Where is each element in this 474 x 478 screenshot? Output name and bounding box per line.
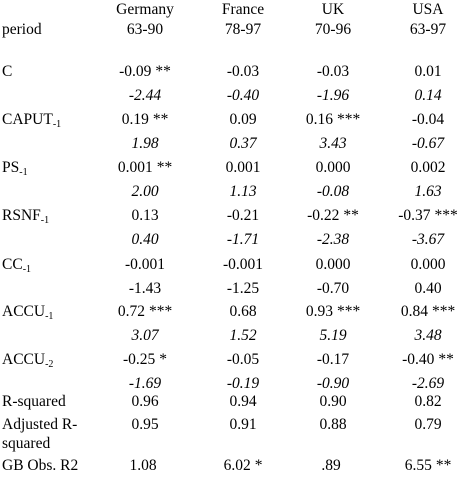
significance-stars: *	[159, 351, 168, 368]
period-label: period	[2, 21, 42, 38]
t-statistic-value: 0.37	[229, 135, 257, 152]
t-statistic-value: -0.08	[316, 183, 350, 200]
coefficient-row	[0, 348, 474, 372]
lag-subscript: -1	[22, 264, 32, 275]
gb-obs-r2-label: GB Obs. R2	[2, 457, 79, 474]
coefficient-row	[0, 300, 474, 324]
t-statistic-row	[0, 132, 474, 156]
t-statistic-value: 3.07	[131, 327, 159, 344]
t-statistic-value: 1.63	[414, 183, 442, 200]
t-statistic-row	[0, 228, 474, 252]
coefficient-value: 0.16	[305, 111, 333, 128]
coefficient-row	[0, 253, 474, 277]
variable-label: $CAPUT_{-1}$	[2, 111, 62, 130]
t-statistic-value: 1.98	[131, 135, 159, 152]
coefficient-value: -0.25	[122, 351, 156, 368]
significance-stars: ***	[148, 303, 173, 320]
t-statistic-value: 5.19	[319, 327, 347, 344]
variable-label: $PS_{-1}$	[2, 159, 28, 178]
coefficient-value: 0.000	[315, 159, 351, 176]
t-statistic-value: -2.44	[128, 87, 162, 104]
adjusted-r-squared-row	[0, 413, 474, 457]
t-statistic-value: 1.52	[229, 327, 257, 344]
coefficient-value: 0.93	[305, 303, 333, 320]
variable-label: C	[2, 63, 13, 80]
period-value: 78-97	[224, 21, 262, 38]
coefficient-value: -0.03	[316, 63, 350, 80]
significance-stars: ***	[434, 207, 458, 224]
stat-value: 0.82	[414, 393, 442, 410]
adjusted-r-squared-label: Adjusted R- squared	[2, 416, 78, 452]
coefficient-value: 0.001	[225, 159, 261, 176]
stat-value: .89	[321, 457, 341, 474]
coefficient-value: 0.13	[131, 207, 159, 224]
coefficient-value: 0.68	[229, 303, 257, 320]
coefficient-value: -0.09	[119, 63, 152, 80]
t-statistic-value: 2.00	[131, 183, 159, 200]
coefficient-value: 0.000	[315, 256, 351, 273]
coefficient-row	[0, 156, 474, 180]
stat-value: 6.02	[223, 457, 251, 474]
t-statistic-row	[0, 324, 474, 348]
coefficient-value: 0.09	[229, 111, 257, 128]
t-statistic-value: -2.69	[411, 375, 445, 392]
t-statistic-value: 1.13	[229, 183, 257, 200]
t-statistic-value: 0.40	[414, 280, 442, 297]
variable-label: $ACCU_{-1}$	[2, 303, 54, 322]
country-header: Germany	[116, 1, 174, 18]
significance-stars: *	[254, 457, 263, 474]
significance-stars: ***	[336, 111, 361, 128]
t-statistic-value: -0.67	[411, 135, 445, 152]
t-statistic-value: 0.40	[131, 231, 159, 248]
lag-subscript: -1	[45, 311, 54, 322]
country-header: UK	[321, 1, 345, 18]
t-statistic-value: -1.43	[128, 280, 162, 297]
coefficient-value: 0.001	[117, 159, 153, 176]
r-squared-label: R-squared	[2, 393, 66, 410]
lag-subscript: -1	[19, 167, 28, 178]
t-statistic-value: -2.38	[316, 231, 350, 248]
coefficient-value: -0.17	[316, 351, 350, 368]
coefficient-row	[0, 108, 474, 132]
significance-stars: **	[156, 159, 173, 176]
variable-label: $ACCU_{-2}$	[2, 351, 54, 370]
stat-value: 0.90	[319, 393, 347, 410]
r-squared-row	[0, 390, 474, 414]
significance-stars: **	[343, 207, 359, 224]
coefficient-value: 0.19	[121, 111, 149, 128]
t-statistic-value: -3.67	[411, 231, 445, 248]
coefficient-value: -0.04	[411, 111, 445, 128]
stat-value: 1.08	[129, 457, 157, 474]
significance-stars: **	[155, 63, 171, 80]
coefficient-value: -0.001	[222, 256, 264, 273]
stat-value: 0.88	[319, 416, 347, 433]
t-statistic-value: -1.25	[226, 280, 260, 297]
significance-stars: ***	[336, 303, 361, 320]
coefficient-row	[0, 60, 474, 84]
stat-value: 0.96	[131, 393, 159, 410]
stat-value: 0.94	[229, 393, 257, 410]
coefficient-value: 0.72	[117, 303, 145, 320]
coefficient-value: -0.03	[226, 63, 260, 80]
coefficient-value: 0.000	[410, 256, 446, 273]
country-header: USA	[412, 1, 444, 18]
t-statistic-value: 0.14	[414, 87, 442, 104]
variable-label: $RSNF_{-1}$	[2, 207, 50, 226]
coefficient-value: -0.05	[226, 351, 260, 368]
significance-stars: ***	[431, 303, 456, 320]
coefficient-value: -0.37	[398, 207, 431, 224]
coefficient-value: 0.01	[414, 63, 442, 80]
stat-value: 0.95	[131, 416, 159, 433]
coefficient-value: -0.001	[124, 256, 166, 273]
t-statistic-value: -0.90	[316, 375, 350, 392]
t-statistic-row	[0, 84, 474, 108]
t-statistic-value: -0.19	[226, 375, 260, 392]
t-statistic-value: -0.40	[226, 87, 260, 104]
period-value: 63-97	[409, 21, 447, 38]
stat-value: 0.79	[414, 416, 442, 433]
coefficient-value: -0.22	[307, 207, 340, 224]
coefficient-row	[0, 204, 474, 228]
variable-label: $CC_{-1}$	[2, 256, 32, 275]
stat-value: 6.55	[404, 457, 432, 474]
significance-stars: **	[438, 351, 454, 368]
lag-subscript: -1	[52, 119, 62, 130]
significance-stars: **	[435, 457, 452, 474]
coefficient-value: -0.21	[226, 207, 260, 224]
lag-subscript: -2	[45, 359, 54, 370]
lag-subscript: -1	[40, 215, 50, 226]
t-statistic-value: -0.70	[316, 280, 350, 297]
coefficient-value: -0.40	[402, 351, 435, 368]
significance-stars: **	[152, 111, 169, 128]
t-statistic-value: 3.48	[414, 327, 442, 344]
header-period-row	[0, 18, 474, 42]
gb-obs-r2-row	[0, 454, 474, 478]
stat-value: 0.91	[229, 416, 257, 433]
t-statistic-value: -1.96	[316, 87, 350, 104]
period-value: 70-96	[314, 21, 352, 38]
t-statistic-row	[0, 180, 474, 204]
period-value: 63-90	[126, 21, 164, 38]
t-statistic-row	[0, 277, 474, 301]
t-statistic-value: 3.43	[319, 135, 347, 152]
t-statistic-value: -1.69	[128, 375, 162, 392]
coefficient-value: 0.84	[400, 303, 428, 320]
coefficient-value: 0.002	[410, 159, 446, 176]
t-statistic-value: -1.71	[226, 231, 260, 248]
country-header: France	[221, 1, 265, 18]
